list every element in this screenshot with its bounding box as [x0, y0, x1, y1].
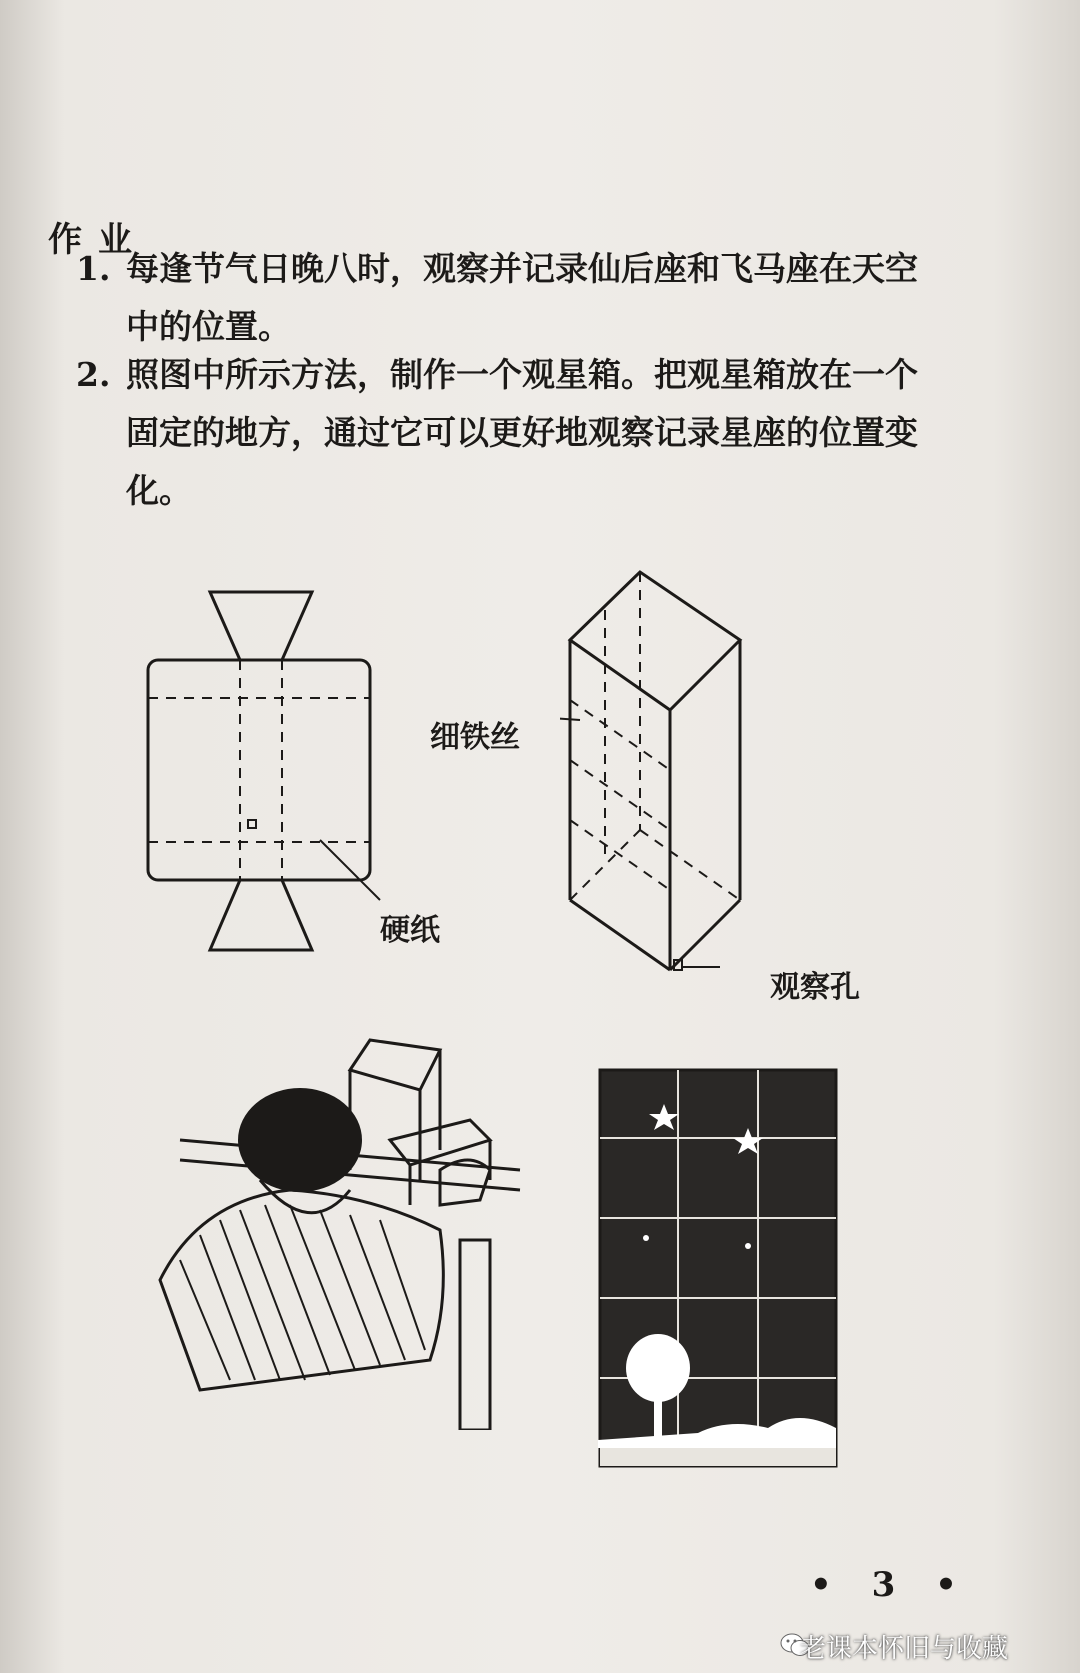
item-text: 每逢节气日晚八时，观察并记录仙后座和飞马座在天空中的位置。: [126, 249, 918, 346]
boy-observing-illustration: [140, 1030, 540, 1430]
wire-label: 细铁丝: [430, 720, 520, 755]
homework-item-2: [70, 346, 950, 520]
item-text: 照图中所示方法，制作一个观星箱。把观星箱放在一个固定的地方，通过它可以更好地观察记录星座的位置变化。: [126, 355, 918, 510]
watermark-text: 老课本怀旧与收藏: [800, 1634, 1009, 1664]
item-number: 2.: [76, 355, 111, 394]
homework-title: 作业: [48, 220, 148, 260]
page-number: • 3 •: [810, 1565, 971, 1605]
night-sky-view-illustration: [598, 1068, 838, 1468]
item-number: 1.: [76, 249, 111, 288]
hole-label: 观察孔: [770, 970, 860, 1005]
homework-item-1: [70, 240, 950, 356]
card-label: 硬纸: [380, 913, 440, 948]
star-box-diagram: [560, 570, 780, 990]
